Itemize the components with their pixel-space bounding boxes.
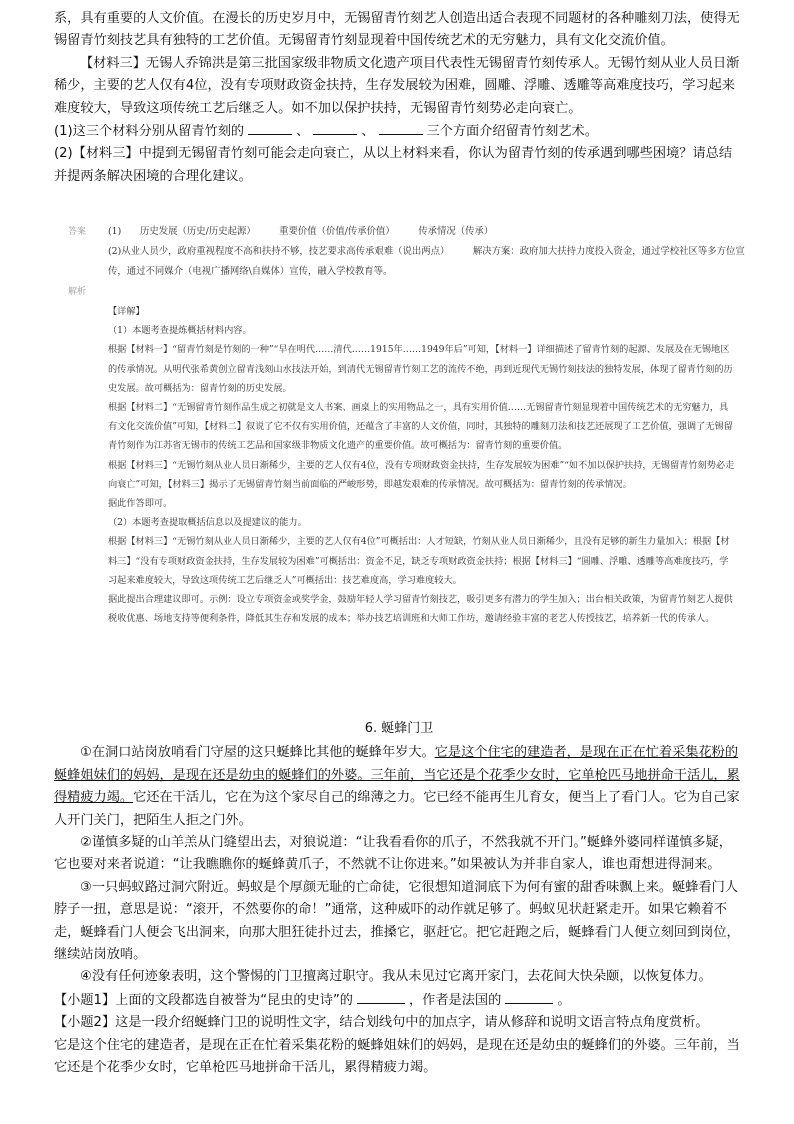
answer-label: 答案 (68, 227, 87, 237)
blank-2[interactable] (313, 120, 357, 135)
paragraph-1: ①在洞口站岗放哨看门守屋的这只蜒蜂比其他的蜒蜂年岁大。它是这个住宅的建造者，是现在正在忙着采集花粉的蜒蜂姐妹们的妈妈，是现在还是幼虫的蜒蜂们的外婆。三年前，当它还是个花季少女时，它单枪匹马地拼命干活儿，累得精疲力竭。它还在干活儿，它在为这个家尽自己的绵薄之力。它已经不能再生儿育女，便当上了看门人。它为自己家人开门关门，把陌生人拒之门外。 (54, 745, 740, 828)
analysis-line: 根据【材料一】“留青竹刻是竹刻的一种”“早在明代……清代……1915年……1949年后”可知，【材料一】详细描述了留青竹刻的起源、发展及在无锡地区的传承情况。从明代张希黄创立留青浅刻山水技法开始，到清代无锡留青竹刻工艺的流传不绝，再到近现代无锡竹刻技法的独特发展，体现了留青竹刻的历史发展。故可概括为：留青竹刻的历史发展。 (108, 344, 733, 394)
blank-author[interactable] (505, 989, 553, 1004)
analysis-line: 据此作答即可。 (108, 498, 173, 510)
analysis-head: 【详解】 (108, 306, 145, 317)
paragraph-4: ④没有任何迹象表明，这个警惕的门卫擅离过职守。我从未见过它离开家门，去花间大快朵颐，以恢复体力。 (80, 969, 712, 985)
question-2: (2)【材料三】中提到无锡留青竹刻可能会走向衰亡，从以上材料来看，你认为留青竹刻的传承遇到哪些困境？请总结并提两条解决困境的合理化建议。 (54, 146, 733, 184)
paragraph-2: ②谨慎多疑的山羊羔从门缝望出去，对狼说道：“让我看看你的爪子，不然我就不开门。”蜒蜂外婆同样谨慎多疑，它也要对来者说道：“让我瞧瞧你的蜒蜂黄爪子，不然就不让你进来。”如果被认为并非自家人，谁也甭想进得洞来。 (54, 835, 732, 873)
reading-section (54, 718, 744, 1080)
material-section (54, 8, 744, 188)
analysis-line: 根据【材料三】“无锡竹刻从业人员日渐稀少，主要的艺人仅有4位”可概括出：人才短缺，竹刻从业人员日渐稀少，且没有足够的新生力量加入；根据【材料三】“没有专项财政资金扶持，生存发展较为困难”可概括出：资金不足，缺乏专项财政资金扶持；根据【材料三】“圆雕、浮雕、透雕等高难度技巧，学习起来难度较大，导致这项传统工艺后继乏人”可概括出：技艺难度高，学习难度较大。 (108, 536, 730, 586)
analysis-line: 据此提出合理建议即可。示例：设立专项资金或奖学金，鼓励年轻人学习留青竹刻技艺，吸引更多有潜力的学生加入；出台相关政策，为留青竹刻艺人提供税收优惠、场地支持等便利条件，降低其生存和发展的成本；举办技艺培训班和大师工作坊，邀请经验丰富的老艺人传授技艺，培养新一代的传承人。 (108, 594, 733, 625)
analysis-line: （2）本题考查提取概括信息以及提建议的能力。 (108, 517, 307, 529)
blank-1[interactable] (248, 120, 292, 135)
blank-3[interactable] (379, 120, 423, 135)
analysis-line: （1）本题考查提炼概括材料内容。 (108, 325, 252, 337)
answer-block (68, 222, 748, 282)
section-title: 6. 蜒蜂门卫 (364, 721, 434, 736)
analysis-label: 解析 (68, 287, 87, 297)
paragraph-3: ③一只蚂蚁路过洞穴附近。蚂蚁是个厚颜无耻的亡命徒，它很想知道洞底下为何有蜜的甜香味飘上来。蜒蜂看门人脖子一扭，意思是说：“滚开，不然要你的命！”通常，这种威吓的动作就足够了。蚂蚁见状赶紧走开。如果它赖着不走，蜒蜂看门人便会飞出洞来，向那大胆狂徒扑过去，推搡它，驱赶它。把它赶跑之后，蜒蜂看门人便立刻回到岗位，继续站岗放哨。 (54, 879, 740, 963)
answer-line-1: (1) 历史发展（历史/历史起源） 重要价值（价值/传承价值） 传承情况（传承） (108, 226, 494, 237)
answer-line-2: (2)从业人员少，政府重视程度不高和扶持不够，技艺要求高传承艰难（说出两点） 解决方案：政府加大扶持力度投入资金，通过学校社区等多方位宣传，通过不同媒介（电视广播网络\自媒体）宣传，融入学校教育等。 (108, 246, 745, 277)
material-two-tail: 系，具有重要的人文价值。在漫长的历史岁月中，无锡留青竹刻艺人创造出适合表现不同题材的各种雕刻刀法，使得无锡留青竹刻技艺具有独特的工艺价值。无锡留青竹刻显现着中国传统艺术的无穷魅力，具有文化交流价值。 (54, 11, 740, 49)
underlined-sentence: 它是这个住宅的建造者，是现在正在忙着采集花粉的蜒蜂姐妹们的妈妈，是现在还是幼虫的蜒蜂们的外婆。三年前，当它还是个花季少女时，它单枪匹马地拼命干活儿，累得精疲力竭。 (54, 745, 740, 806)
sub-question-2: 【小题2】这是一段介绍蜒蜂门卫的说明性文字，结合划线句中的加点字，请从修辞和说明文语言特点角度赏析。 (54, 1015, 709, 1031)
analysis-line: 根据【材料二】“无锡留青竹刻作品生成之初就是文人书案、画桌上的实用物品之一，具有实用价值……无锡留青竹刻显现着中国传统艺术的无穷魅力，具有文化交流价值”可知，【材料二】叙说了它不仅有实用价值，还蕴含了丰富的人文价值，同时，其独特的雕刻刀法和技艺还展现了工艺价值，强调了无锡留青竹刻作为江苏省无锡市的传统工艺品和国家级非物质文化遗产的重要价值。故可概括为：留青竹刻的重要价值。 (108, 402, 733, 452)
material-three: 【材料三】无锡人乔锦洪是第三批国家级非物质文化遗产项目代表性无锡留青竹刻传承人。无锡竹刻从业人员日渐稀少，主要的艺人仅有4位，没有专项财政资金扶持，生存发展较为困难，圆雕、浮雕、透雕等高难度技巧，学习起来难度较大，导致这项传统工艺后继乏人。如不加以保护扶持，无锡留青竹刻势必走向衰亡。 (54, 55, 740, 116)
quoted-sentence: 它是这个住宅的建造者，是现在正在忙着采集花粉的蜒蜂姐妹们的妈妈，是现在还是幼虫的蜒蜂们的外婆。三年前，当它还是个花季少女时，它单枪匹马地拼命干活儿，累得精疲力竭。 (54, 1037, 740, 1076)
analysis-line: 根据【材料三】“无锡竹刻从业人员日渐稀少，主要的艺人仅有4位，没有专项财政资金扶持，生存发展较为困难”“如不加以保护扶持，无锡留青竹刻势必走向衰亡”可知，【材料三】揭示了无锡留青竹刻当前面临的严峻形势，即越发艰难的传承情况。故可概括为：留青竹刻的传承情况。 (108, 459, 735, 490)
question-1: (1)这三个材料分别从留青竹刻的 、 、 三个方面介绍留青竹刻艺术。 (54, 120, 744, 143)
sub-question-1: 【小题1】上面的文段都选自被誉为“昆虫的史诗”的 ，作者是法国的 。 (54, 989, 744, 1012)
analysis-block (68, 283, 748, 628)
blank-book[interactable] (357, 989, 405, 1004)
